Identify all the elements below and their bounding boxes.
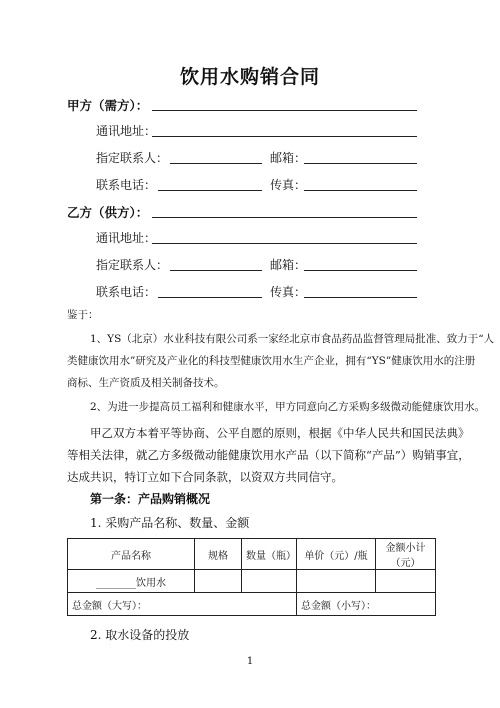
party-a-contact-label: 指定联系人： [96, 151, 169, 165]
product-table [67, 538, 436, 616]
table-total-row [68, 593, 436, 616]
party-a-email-line [304, 163, 417, 164]
party-a-name-line [152, 110, 417, 111]
party-a-address-line [152, 136, 417, 137]
party-a-phone-label: 联系电话： [96, 178, 157, 192]
party-a-fax-line [304, 190, 417, 191]
party-a-phone-line [158, 190, 262, 191]
party-b-phone-label: 联系电话： [96, 285, 157, 299]
party-b-contact-line [170, 270, 262, 271]
party-a-address-label: 通讯地址： [96, 124, 157, 138]
sub-heading-2: 2. 取水设备的投放 [90, 628, 190, 642]
article-1-heading: 第一条：产品购销概况 [90, 492, 211, 506]
table-header-cell: 产品名称 [68, 539, 195, 570]
sub-heading-1: 1. 采购产品名称、数量、金额 [90, 516, 250, 530]
party-b-name-line [152, 217, 417, 218]
table-header-cell: 数量（瓶） [242, 539, 297, 570]
table-header-cell: 规格 [195, 539, 242, 570]
party-b-address-label: 通讯地址： [96, 231, 157, 245]
party-b-address-line [152, 243, 417, 244]
clause-1-line-1: 1、YS（北京）水业科技有限公司系一家经北京市食品药品监督管理局批准、致力于“人 [90, 333, 495, 345]
party-a-label: 甲方（需方）： [67, 98, 149, 113]
table-cell [297, 570, 376, 593]
party-b-email-line [304, 270, 417, 271]
table-cell-product: ________饮用水 [68, 570, 195, 593]
whereas-label: 鉴于： [67, 309, 99, 321]
table-header-cell: 单价（元）/瓶 [297, 539, 376, 570]
party-a-contact-line [170, 163, 262, 164]
table-cell [195, 570, 242, 593]
agreement-line-3: 达成共识，特订立如下合同条款，以资双方共同信守。 [67, 470, 343, 484]
total-upper-cell: 总金额（大写）： [68, 593, 297, 616]
clause-2: 2、为进一步提高员工福利和健康水平，甲方同意向乙方采购多级微动能健康饮用水。 [90, 401, 486, 413]
party-b-fax-label: 传真： [270, 285, 307, 299]
page-number: 1 [246, 656, 254, 667]
table-header-row [68, 539, 436, 570]
table-cell [242, 570, 297, 593]
table-cell [376, 570, 436, 593]
clause-1-line-2: 类健康饮用水”研究及产业化的科技型健康饮用水生产企业，拥有“YS”健康饮用水的注册 [67, 355, 476, 367]
total-lower-cell: 总金额（小写）： [297, 593, 436, 616]
agreement-line-1: 甲乙双方本着平等协商、公平自愿的原则，根据《中华人民共和国民法典》 [90, 426, 470, 440]
party-b-phone-line [158, 297, 262, 298]
party-b-email-label: 邮箱： [270, 258, 307, 272]
party-b-label: 乙方（供方）： [67, 205, 149, 220]
table-header-cell: 金额小计（元） [376, 539, 436, 570]
party-b-fax-line [304, 297, 417, 298]
clause-1-line-3: 商标、生产资质及相关制备技术。 [67, 377, 225, 389]
party-a-email-label: 邮箱： [270, 151, 307, 165]
party-b-contact-label: 指定联系人： [96, 258, 169, 272]
party-a-fax-label: 传真： [270, 178, 307, 192]
agreement-line-2: 等相关法律，就乙方多级微动能健康饮用水产品（以下简称“产品”）购销事宜， [67, 448, 470, 462]
table-row [68, 570, 436, 593]
document-title: 饮用水购销合同 [179, 66, 320, 88]
